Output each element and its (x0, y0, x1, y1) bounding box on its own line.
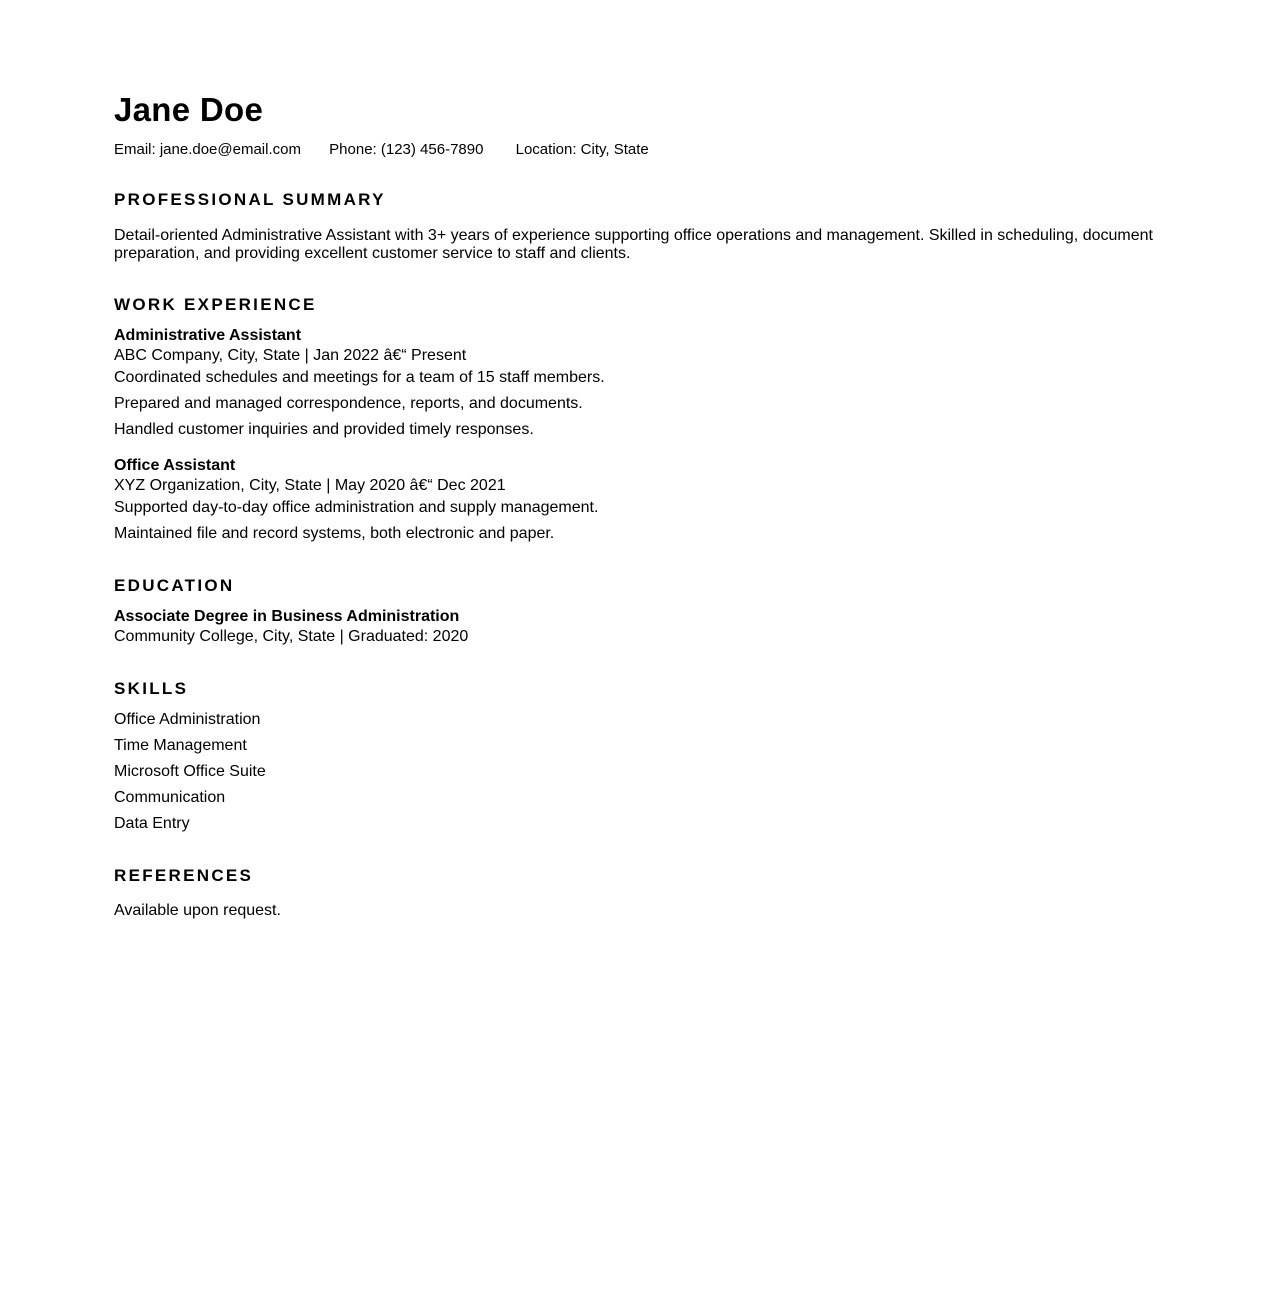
candidate-name: Jane Doe (114, 91, 264, 128)
references-text: Available upon request. (114, 902, 281, 919)
skill-item: Microsoft Office Suite (114, 763, 266, 780)
skill-item: Time Management (114, 737, 247, 754)
contact-phone: Phone: (123) 456-7890 (329, 141, 484, 158)
job-role: Administrative Assistant (114, 327, 302, 344)
section-title-references: REFERENCES (114, 866, 254, 885)
contact-info (114, 141, 649, 159)
job-bullet: Supported day-to-day office administration and supply management. (114, 499, 599, 516)
education-meta: Community College, City, State | Graduated: 2020 (114, 628, 469, 645)
section-title-experience: WORK EXPERIENCE (114, 295, 317, 314)
skill-item: Office Administration (114, 711, 261, 728)
job-bullet: Handled customer inquiries and provided timely responses. (114, 421, 534, 438)
section-title-education: EDUCATION (114, 576, 235, 595)
contact-location: Location: City, State (515, 141, 649, 158)
contact-email: Email: jane.doe@email.com (114, 141, 301, 158)
education-degree: Associate Degree in Business Administration (114, 608, 460, 625)
job-meta: ABC Company, City, State | Jan 2022 â€“ Present (114, 347, 467, 364)
section-title-skills: SKILLS (114, 679, 189, 698)
job-bullet: Coordinated schedules and meetings for a team of 15 staff members. (114, 369, 605, 386)
job-bullet: Maintained file and record systems, both electronic and paper. (114, 525, 555, 542)
section-title-summary: PROFESSIONAL SUMMARY (114, 190, 386, 209)
job-role: Office Assistant (114, 457, 236, 474)
job-bullet: Prepared and managed correspondence, reports, and documents. (114, 395, 583, 412)
skill-item: Data Entry (114, 815, 190, 832)
summary-text: Detail-oriented Administrative Assistant with 3+ years of experience supporting office operations and management. Skilled in scheduling, document preparation, and providing excellent customer service to staff and clients. (114, 227, 1153, 262)
skill-item: Communication (114, 789, 226, 806)
job-meta: XYZ Organization, City, State | May 2020 â€“ Dec 2021 (114, 477, 506, 494)
